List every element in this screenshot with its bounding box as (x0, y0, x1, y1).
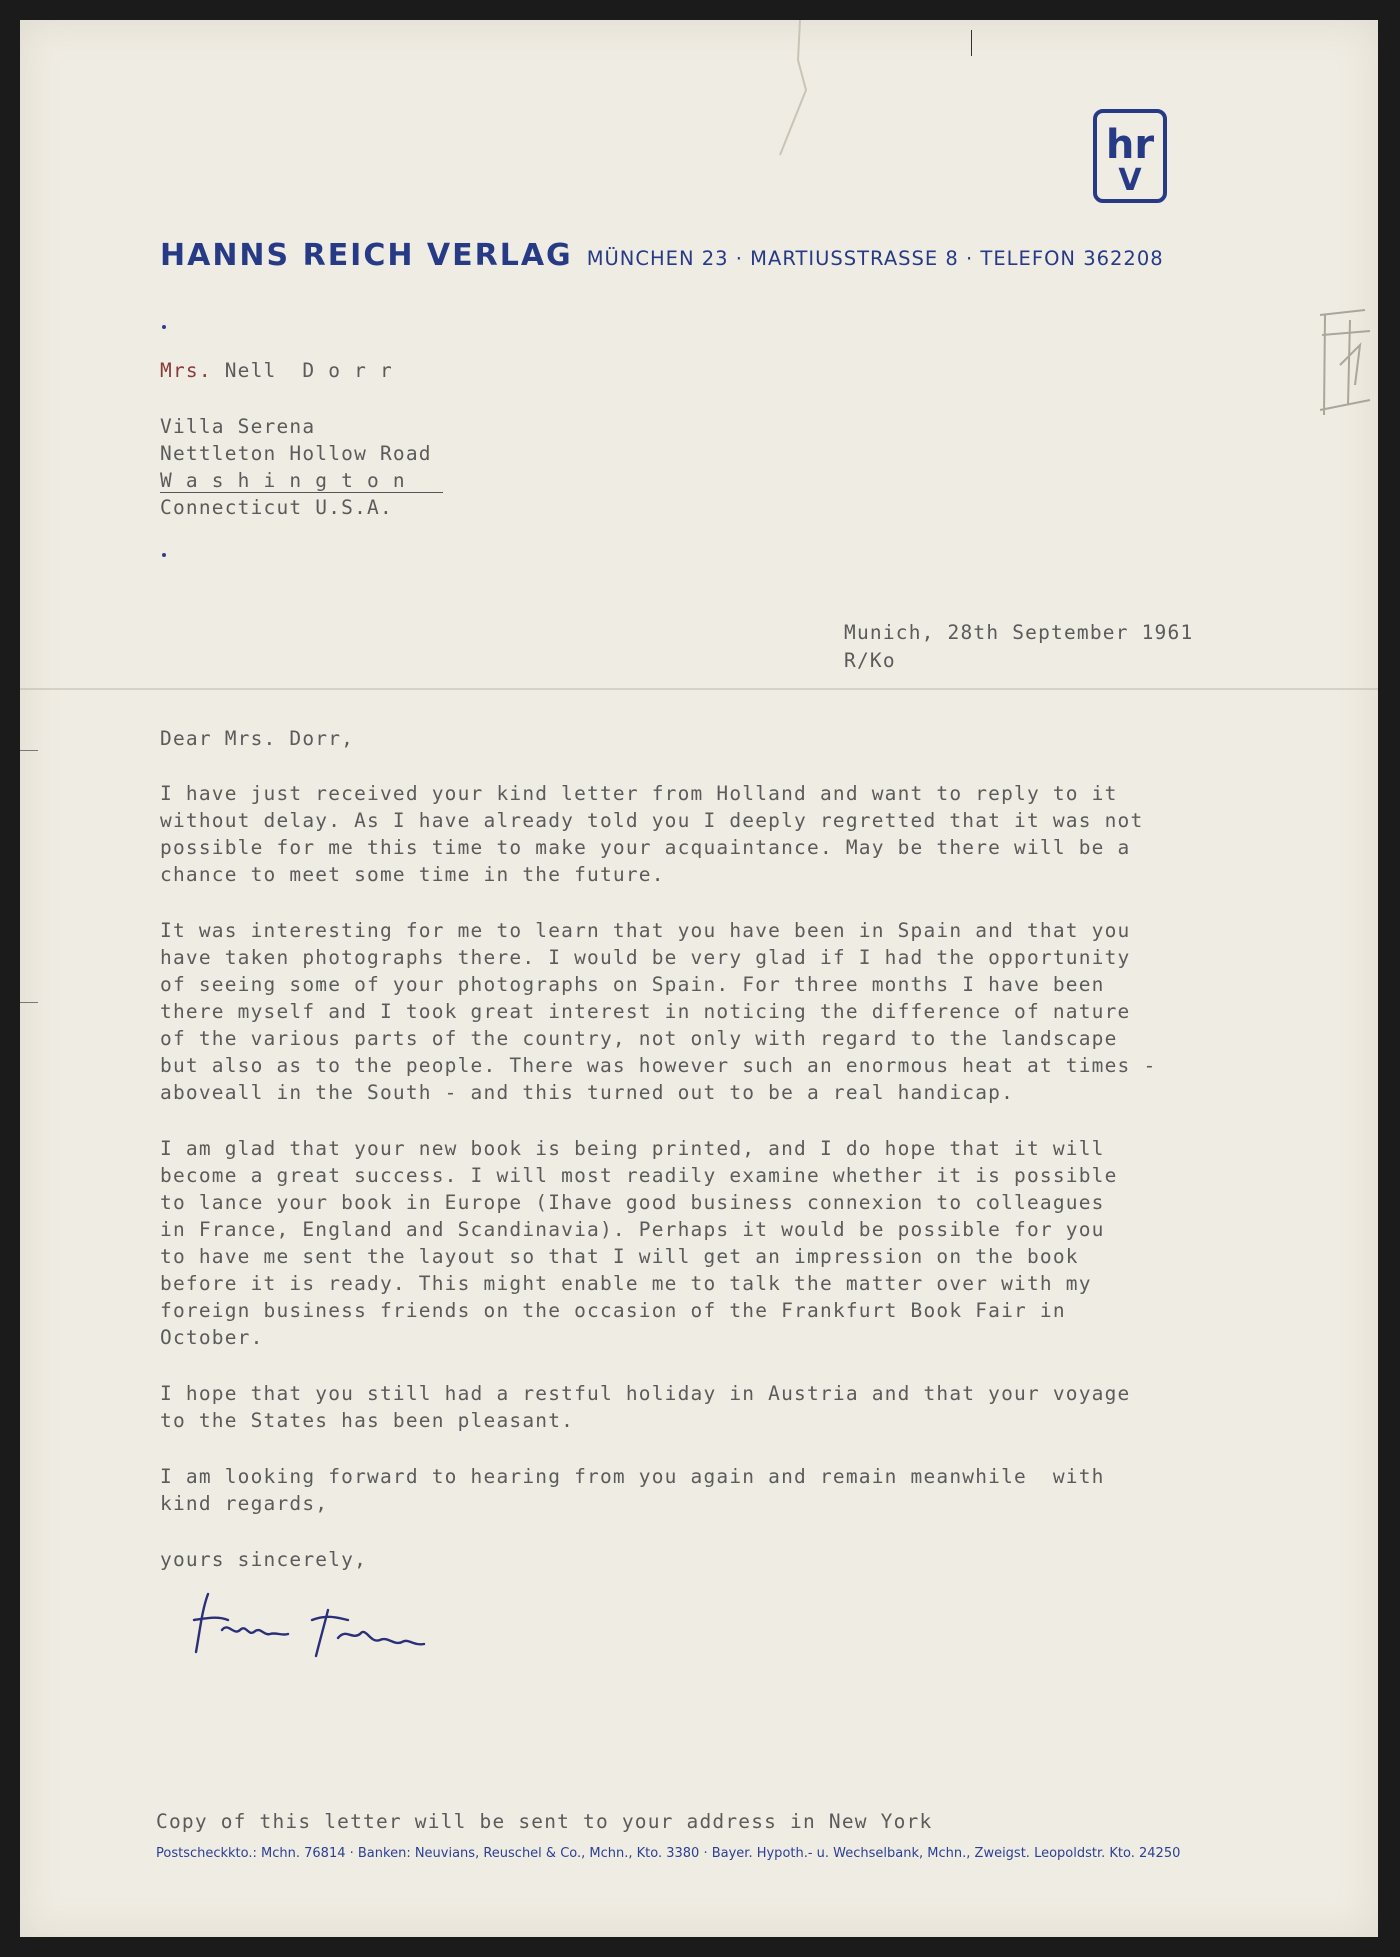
paragraph-line: to lance your book in Europe (Ihave good business connexion to colleagues (160, 1191, 1105, 1214)
paragraph-line: chance to meet some time in the future. (160, 863, 665, 886)
bank-footer: Postscheckkto.: Mchn. 76814 · Banken: Neuvians, Reuschel & Co., Mchn., Kto. 3380 · Bayer. Hypoth.- u. Wechselbank, Mchn., Zweigst. Leopoldstr. Kto. 24250 (156, 1846, 1181, 1861)
svg-text:hr: hr (1105, 122, 1155, 168)
paragraph-line: I am looking forward to hearing from you again and remain meanwhile with (160, 1465, 1105, 1488)
recipient-title: Mrs. (160, 359, 212, 382)
margin-tick (20, 1002, 38, 1003)
recipient-line: Connecticut U.S.A. (160, 496, 393, 519)
paper-tear (740, 20, 820, 180)
pencil-annotation (1310, 305, 1378, 435)
margin-tick (20, 750, 38, 751)
recipient-line: Nettleton Hollow Road (160, 442, 432, 465)
paragraph-line: but also as to the people. There was however such an enormous heat at times - (160, 1054, 1157, 1077)
paragraph-line: October. (160, 1326, 264, 1349)
paragraph-line: become a great success. I will most readily examine whether it is possible (160, 1164, 1118, 1187)
paragraph-line: of seeing some of your photographs on Spain. For three months I have been (160, 973, 1105, 996)
hrv-monogram-logo (1092, 108, 1168, 204)
letter-date: Munich, 28th September 1961 (844, 621, 1194, 644)
recipient-name (160, 357, 393, 384)
greeting: Dear Mrs. Dorr, (160, 727, 355, 750)
paragraph-line: possible for me this time to make your acquaintance. May be there will be a (160, 836, 1131, 859)
paragraph-line: have taken photographs there. I would be very glad if I had the opportunity (160, 946, 1131, 969)
paragraph-line: without delay. As I have already told you I deeply regretted that it was not (160, 809, 1144, 832)
firm-address: MÜNCHEN 23 · MARTIUSSTRASSE 8 · TELEFON 362208 (586, 247, 1164, 270)
paragraph-line: It was interesting for me to learn that you have been in Spain and that you (160, 919, 1131, 942)
firm-name: HANNS REICH VERLAG (160, 238, 573, 273)
closing: yours sincerely, (160, 1548, 368, 1571)
bullet-mark (162, 553, 166, 557)
paragraph-line: kind regards, (160, 1492, 329, 1515)
paragraph-3 (160, 1135, 1118, 1351)
paragraph-1 (160, 780, 1143, 888)
paragraph-2 (160, 917, 1156, 1106)
paragraph-line: aboveall in the South - and this turned out to be a real handicap. (160, 1081, 1015, 1104)
paragraph-4 (160, 1380, 1131, 1434)
paper-fold (20, 688, 1378, 690)
svg-text:V: V (1118, 163, 1142, 198)
paragraph-line: to have me sent the layout so that I will get an impression on the book (160, 1245, 1079, 1268)
paragraph-line: before it is ready. This might enable me to talk the matter over with my (160, 1272, 1092, 1295)
paragraph-line: there myself and I took great interest in noticing the difference of nature (160, 1000, 1131, 1023)
paragraph-line: I am glad that your new book is being printed, and I do hope that it will (160, 1137, 1105, 1160)
copy-note: Copy of this letter will be sent to your address in New York (156, 1810, 933, 1833)
paragraph-line: I hope that you still had a restful holiday in Austria and that your voyage (160, 1382, 1131, 1405)
recipient-line: W a s h i n g t o n (160, 469, 406, 492)
paragraph-5 (160, 1463, 1105, 1517)
recipient-name-text: Nell D o r r (211, 359, 393, 382)
letter-reference: R/Ko (844, 649, 896, 672)
paragraph-line: to the States has been pleasant. (160, 1409, 575, 1432)
edge-mark (971, 30, 972, 56)
paragraph-line: foreign business friends on the occasion of the Frankfurt Book Fair in (160, 1299, 1066, 1322)
recipient-line: Villa Serena (160, 415, 316, 438)
city-underline (160, 492, 443, 493)
letter-paper (20, 20, 1378, 1937)
handwritten-signature (188, 1590, 458, 1660)
paragraph-line: I have just received your kind letter from Holland and want to reply to it (160, 782, 1118, 805)
paragraph-line: of the various parts of the country, not only with regard to the landscape (160, 1027, 1118, 1050)
letterhead (160, 238, 1300, 273)
paragraph-line: in France, England and Scandinavia). Perhaps it would be possible for you (160, 1218, 1105, 1241)
bullet-mark (162, 325, 166, 329)
